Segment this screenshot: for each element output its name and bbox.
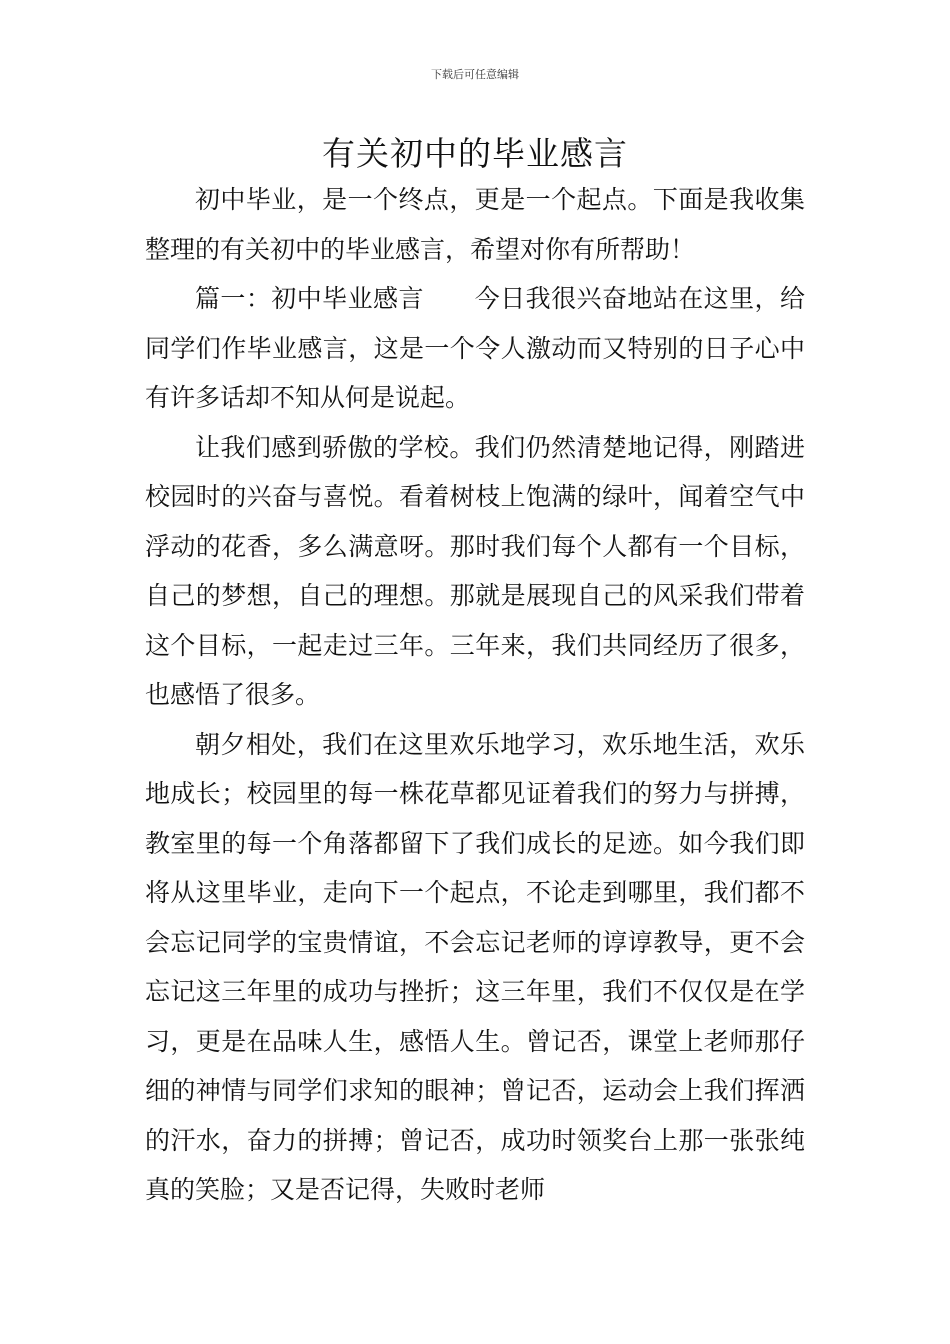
document-body <box>145 175 805 1215</box>
paragraph-memories: 朝夕相处，我们在这里欢乐地学习，欢乐地生活，欢乐地成长；校园里的每一株花草都见证着我们的努力与拼搏，教室里的每一个角落都留下了我们成长的足迹。如今我们即将从这里毕业，走向下一个起点，不论走到哪里，我们都不会忘记同学的宝贵情谊，不会忘记老师的谆谆教导，更不会忘记这三年里的成功与挫折；这三年里，我们不仅仅是在学习，更是在品味人生，感悟人生。曾记否，课堂上老师那仔细的神情与同学们求知的眼神；曾记否，运动会上我们挥洒的汗水，奋力的拼搏；曾记否，成功时领奖台上那一张张纯真的笑脸；又是否记得，失败时老师 <box>145 729 805 1204</box>
paragraph-school-pride: 让我们感到骄傲的学校。我们仍然清楚地记得，刚踏进校园时的兴奋与喜悦。看着树枝上饱满的绿叶，闻着空气中浮动的花香，多么满意呀。那时我们每个人都有一个目标，自己的梦想，自己的理想。那就是展现自己的风采我们带着这个目标，一起走过三年。三年来，我们共同经历了很多，也感悟了很多。 <box>145 432 805 709</box>
paragraph-intro: 初中毕业，是一个终点，更是一个起点。下面是我收集整理的有关初中的毕业感言，希望对你有所帮助！ <box>145 185 805 264</box>
paragraph-section-one: 篇一：初中毕业感言 今日我很兴奋地站在这里，给同学们作毕业感言，这是一个令人激动而又特别的日子心中有许多话却不知从何是说起。 <box>145 284 805 412</box>
document-title: 有关初中的毕业感言 <box>322 134 628 173</box>
header-note: 下载后可任意编辑 <box>431 68 519 81</box>
